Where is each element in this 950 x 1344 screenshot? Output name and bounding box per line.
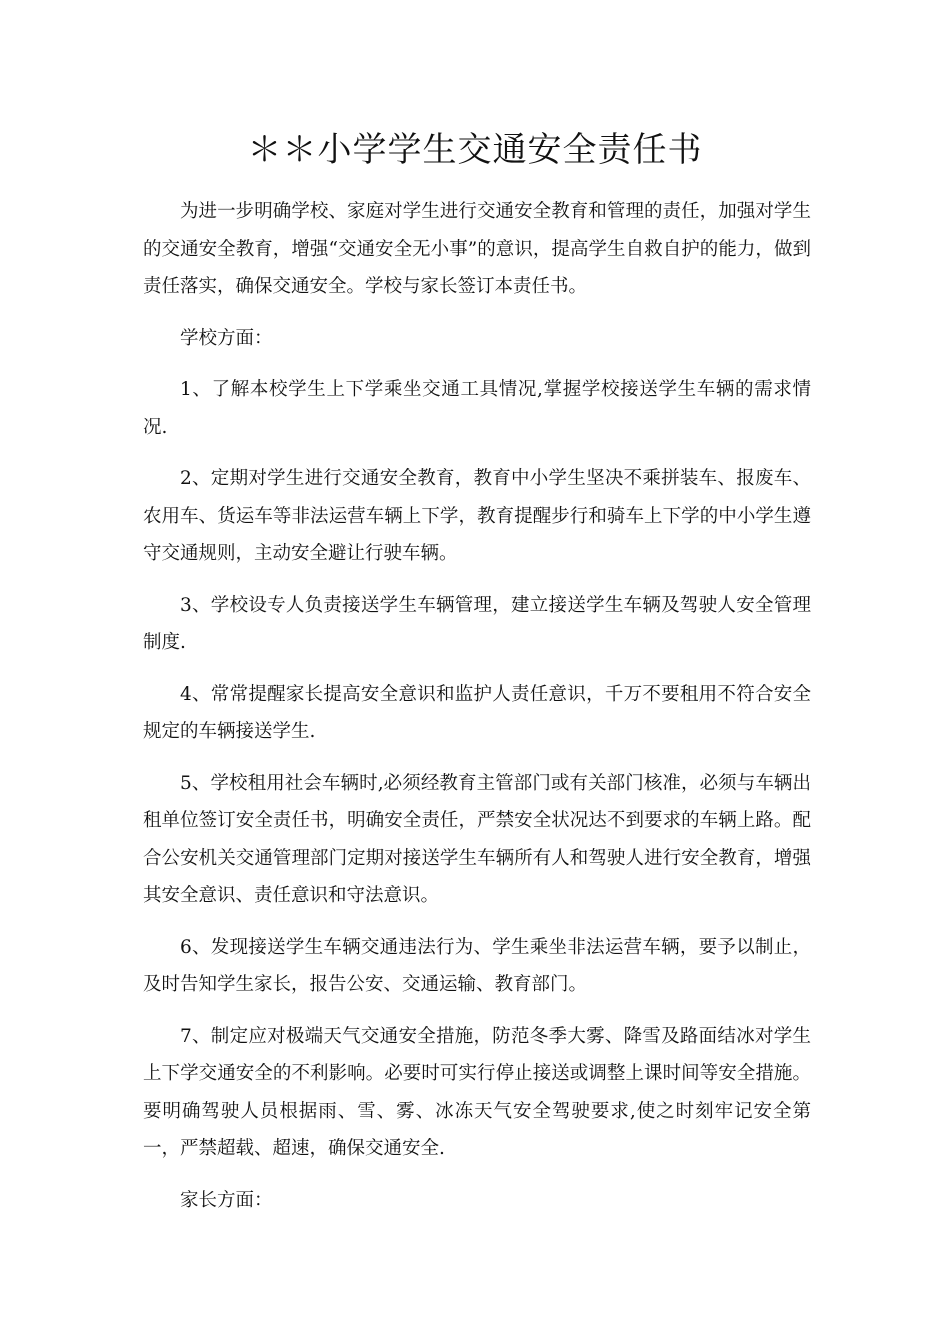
school-item-5: 5、学校租用社会车辆时,必须经教育主管部门或有关部门核准，必须与车辆出租单位签订安全责任书，明确安全责任，严禁安全状况达不到要求的车辆上路。配合公安机关交通管理部门定期对接送学生车辆所有人和驾驶人进行安全教育，增强其安全意识、责任意识和守法意识。 [143, 772, 811, 906]
document-title: ＊＊小学学生交通安全责任书 [247, 130, 703, 170]
document-body [143, 193, 811, 1233]
parent-section-heading: 家长方面： [180, 1189, 273, 1211]
school-section-heading: 学校方面： [180, 327, 273, 349]
school-item-7: 7、制定应对极端天气交通安全措施，防范冬季大雾、降雪及路面结冰对学生上下学交通安全的不利影响。必要时可实行停止接送或调整上课时间等安全措施。要明确驾驶人员根据雨、雪、雾、冰冻天气安全驾驶要求,使之时刻牢记安全第一，严禁超载、超速，确保交通安全. [143, 1025, 811, 1159]
intro-paragraph: 为进一步明确学校、家庭对学生进行交通安全教育和管理的责任，加强对学生的交通安全教育，增强“交通安全无小事”的意识，提高学生自救自护的能力，做到责任落实，确保交通安全。学校与家长签订本责任书。 [143, 201, 811, 297]
school-item-1: 1、了解本校学生上下学乘坐交通工具情况,掌握学校接送学生车辆的需求情况. [143, 379, 811, 438]
school-item-2: 2、定期对学生进行交通安全教育，教育中小学生坚决不乘拼装车、报废车、农用车、货运车等非法运营车辆上下学，教育提醒步行和骑车上下学的中小学生遵守交通规则，主动安全避让行驶车辆。 [143, 468, 811, 564]
school-item-3: 3、学校设专人负责接送学生车辆管理，建立接送学生车辆及驾驶人安全管理制度. [143, 594, 811, 653]
school-item-6: 6、发现接送学生车辆交通违法行为、学生乘坐非法运营车辆，要予以制止，及时告知学生家长，报告公安、交通运输、教育部门。 [143, 936, 811, 995]
school-item-4: 4、常常提醒家长提高安全意识和监护人责任意识，千万不要租用不符合安全规定的车辆接送学生. [143, 683, 811, 742]
